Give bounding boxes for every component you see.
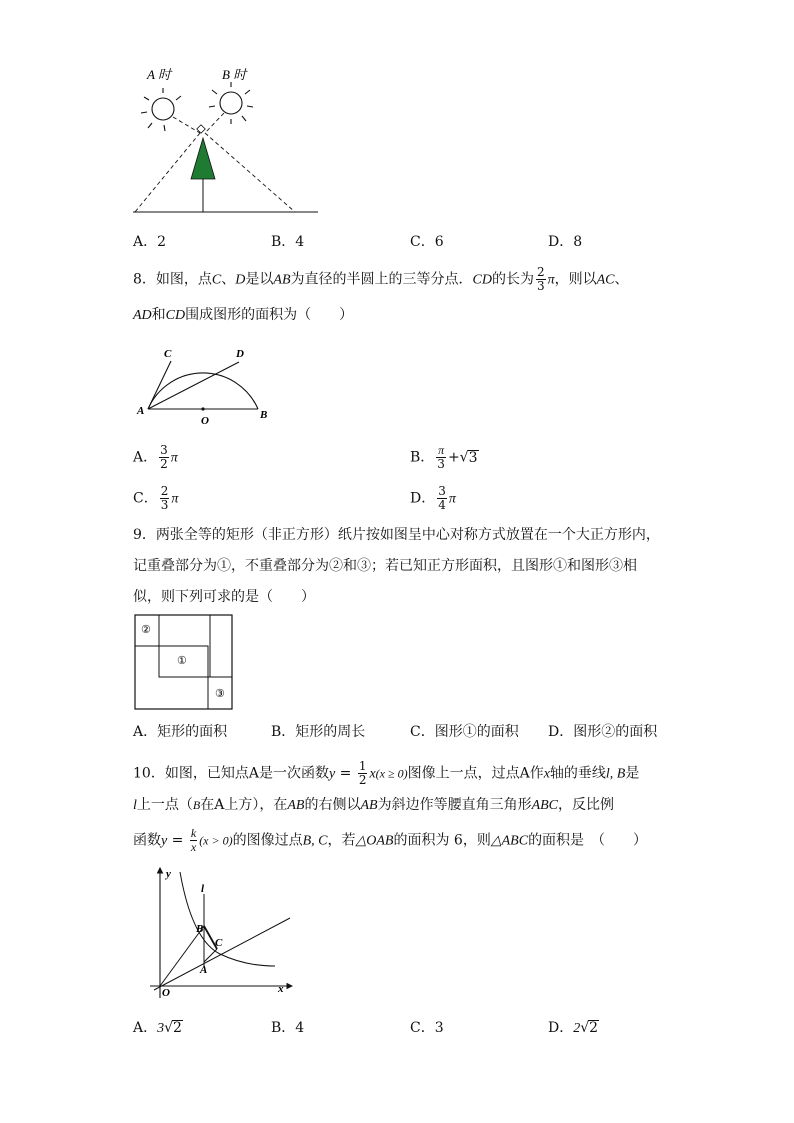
q9-label-one: ①: [177, 655, 187, 667]
q8-figure: [133, 342, 273, 432]
q7-option-b[interactable]: B．4: [271, 234, 305, 250]
q10-label-x: x: [278, 983, 284, 995]
q9-option-d[interactable]: D．图形②的面积: [548, 724, 658, 740]
q7-label-a: A 时: [147, 67, 171, 82]
q8-option-c[interactable]: C． $\frac{2}{3}$ π: [133, 484, 179, 512]
q10-stem-line1: 10．如图，已知点A是一次函数y = $\frac{1}{2}$ x(x ≥ 0)图像上一点，过点A作x轴的垂线l, B是: [133, 759, 640, 787]
q10-figure: [140, 862, 300, 1004]
q8-label-a: A: [137, 405, 145, 417]
q7-option-d[interactable]: D．8: [548, 234, 583, 250]
q9-option-c[interactable]: C．图形①的面积: [410, 724, 519, 740]
q10-label-c: C: [215, 937, 223, 949]
q10-stem-line2: l上一点（B在A上方），在AB的右侧以AB为斜边作等腰直角三角形ABC，反比例: [133, 797, 615, 813]
q8-label-b: B: [260, 409, 268, 421]
q9-label-two: ②: [141, 624, 151, 636]
q8-label-o: O: [201, 415, 209, 427]
q8-option-a[interactable]: A． $\frac{3}{2}$ π: [133, 443, 178, 471]
q9-option-a[interactable]: A．矩形的面积: [133, 724, 228, 740]
q10-option-c[interactable]: C．3: [410, 1020, 444, 1036]
q8-label-d: D: [236, 348, 244, 360]
q10-label-l: l: [201, 883, 205, 895]
tree-icon: [191, 138, 215, 179]
semicircle-arc: [148, 373, 258, 409]
q8-option-b[interactable]: B． $\frac{\pi}{3}$ +√3: [410, 443, 478, 471]
q7-figure: [125, 62, 325, 217]
q9-option-b[interactable]: B．矩形的周长: [271, 724, 366, 740]
q8-label-c: C: [164, 348, 172, 360]
q10-label-y: y: [166, 868, 171, 880]
fraction: $\frac{2}{3}$: [536, 265, 545, 293]
q10-option-a[interactable]: A．3√2: [133, 1020, 182, 1036]
q7-label-b: B 时: [222, 67, 247, 82]
center-o-point: [201, 407, 204, 410]
q7-option-a[interactable]: A．2: [133, 234, 167, 250]
line-y-half-x: [154, 918, 290, 990]
q10-label-b: B: [196, 923, 204, 935]
q7-option-c[interactable]: C．6: [410, 234, 444, 250]
q9-label-three: ③: [215, 688, 225, 700]
q9-figure: [134, 614, 236, 712]
sun-b-icon: [209, 82, 253, 124]
q10-stem-line3: 函数y = $\frac{k}{x}$ (x > 0)的图像过点B, C，若△OAB的面积为 6，则△ABC的面积是 （ ）: [133, 826, 648, 854]
chord-ad: [148, 362, 239, 409]
q8-stem-line2: AD和CD围成图形的面积为（ ）: [133, 307, 354, 323]
sun-a-icon: [141, 88, 181, 131]
q10-option-d[interactable]: D．2√2: [548, 1020, 599, 1036]
q8-option-d[interactable]: D． $\frac{3}{4}$ π: [410, 484, 456, 512]
hyperbola-curve: [180, 872, 275, 966]
q10-option-b[interactable]: B．4: [271, 1020, 305, 1036]
q10-label-o: O: [162, 987, 170, 999]
q10-label-a: A: [200, 964, 208, 976]
q9-stem-line1: 9．两张全等的矩形（非正方形）纸片按如图呈中心对称方式放置在一个大正方形内，: [133, 527, 660, 543]
shadow-lines: [135, 113, 295, 212]
q8-stem-line1: 8．如图，点C、D是以AB为直径的半圆上的三等分点．CD的长为 $\frac{2}{3}$ π，则以AC、: [133, 265, 629, 293]
q9-stem-line2: 记重叠部分为①，不重叠部分为②和③；若已知正方形面积，且图形①和图形③相: [133, 558, 637, 574]
q9-stem-line3: 似，则下列可求的是（ ）: [133, 589, 315, 605]
segment-ob: [160, 926, 204, 986]
